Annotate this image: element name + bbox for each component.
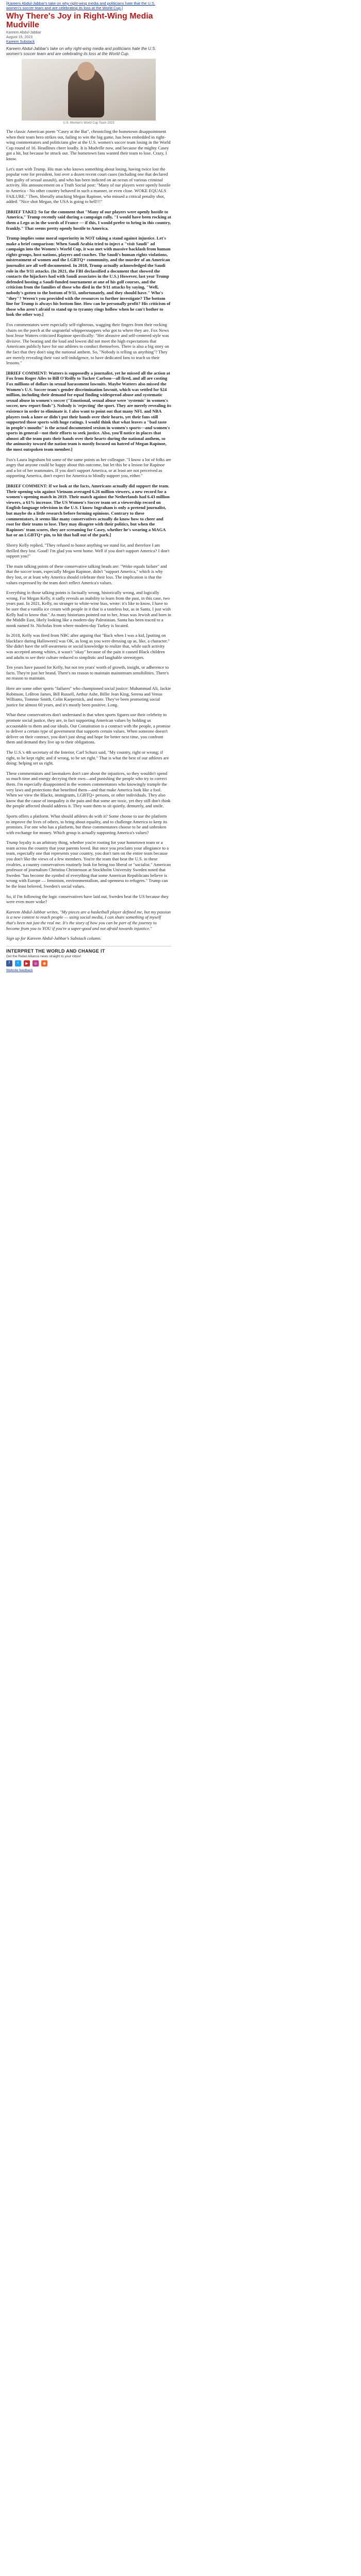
rss-icon[interactable]: ◉ (41, 960, 47, 967)
article-paragraph: The U.S.'s 4th secretary of the Interior, Carl Schurz said, "My country, right or wrong; if right, to be kept right; and if wrong, to be set right." That is what the best of our athletes are doing: helping set us right. (6, 749, 169, 766)
article-paragraph: Everything in those talking points is factually wrong, historically wrong, and logically wrong. For Megan Kelly, it sadly reveals an inability to learn from the past, in this case, two years past. In 2021, Kelly, no stranger to white-wine bias, wrote: it's like to know, I have to be sure that a vanilla ice cream with people in it that is a tasteless but, as in Santa, I just wish Kelly had to know that." As many historians pointed out to her, Jesus was Jewish and born in the Middle East, likely looking like a modern-day Palestinian. Santa has been traced to a monk named St. Nicholas from where modern-day Turkey is located. (6, 590, 171, 628)
footer (6, 946, 171, 972)
article-paragraph: Trump implies some moral superiority in NOT taking a stand against injustice. Let's make a brief comparison: When Saudi Arabia tried to inject a "visit Saudi" ad campaign into the Women's World Cup, it was met with massive backlash from human rights groups, host nations, players and coaches. The Saudi's human rights violations, mistreatment of women and the LGBTQ+ community, and the murder of an American journalist are all well documented. In 2018, Trump actually acknowledged the Saudi role in the 9/11 attacks. (In 2021, the FBI declassified a document that showed the contacts the hijackers had with Saudi associates in the U.S.) However, last year Trump defended hosting a Saudi-funded tournament at one of his golf courses, and the criticism from the families of those who died in the 9/11 attacks by saying, "Well, nobody's gotten to the bottom of 9/11, unfortunately, and they should have." Who's "they"? Weren't you provided with the resources to further investigate? The bottom line for Trump is always his bottom line. How can he personally profit? His criticism of those who aren't afraid to stand up to tyranny rings hollow when he can't bother to look the other way.] (6, 235, 171, 317)
article-paragraph: Fox commentators were especially self-righteous, wagging their fingers from their rocking chairs on the porch at the ungrateful whippersnappers who got to where they are. Fox News host Jesse Watters criticized Rapinoe specifically: "Her abrasive and self-centered style was divisive. The beating and the loud and lowest did not meet the high expectations that Americans publicly have for our athletes to conduct themselves. There is also a big story on the fact that they don't sing the national anthem. So, "Nobody is telling us anything"? They are merely revealing their vast self-indulgence, to have dedicated fans to teach us their lessons." (6, 322, 169, 366)
article-dek: Kareem Abdul-Jabbar's take on why right-wing media and politicians hate the U.S. women's soccer team and are celebrating its loss at the World Cup. (6, 46, 156, 56)
article (6, 0, 171, 972)
facebook-icon[interactable]: f (6, 960, 12, 967)
article-paragraph: The classic American poem "Casey at the Bat", chronicling the hometown disappointment when their team hero strikes out, failing to win the big game, has been embedded in right-wing commentators and politicians glee at the U.S. women's soccer team losing in the World Cup round of 16. Headlines cheer loudly. It is Mudville now, and because the mighty Casey got a hit, but because he struck out. The hometown fans wanted their team to lose. Crazy, I know. (6, 129, 171, 161)
article-paragraph: Sherry Kelly replied, "They refused to honor anything we stand for, and therefore I am thrilled they lost. Good! I'm glad you went home. Well if you don't support America? I don't support you!" (6, 542, 170, 559)
breadcrumb-link[interactable]: [Kareem Abdul-Jabbar's take on why right-wing media and politicians hate that the U.S. women's soccer team and are celebrating its loss at the World Cup.] (6, 1, 156, 10)
player-head (77, 62, 95, 80)
article-paragraph: Sports offers a platform. What should athletes do with it? Some choose to use the platform to improve the lives of others, to bring about equality, and to challenge America to keep its promises. For one who has a platform, but these commentators choose to be and unbroken with exchange for money. Which group is actually supporting America's values? (6, 813, 168, 835)
article-paragraph: What these conservatives don't understand is that when sports figures use their celebrity to promote social justice, they are, in fact supporting American values by holding us accountable to them and our ideals. Our Constitution is a contract with the people, a promise to deliver a certain type of government that supports certain values. When someone doesn't deliver on their contract, you don't just shrug and hope for better next time, you confront them and demand they live up to their obligations. (6, 712, 171, 745)
hero-image (22, 59, 156, 121)
article-body (6, 129, 171, 941)
section-link[interactable]: Kareem Substack (6, 40, 35, 44)
article-paragraph: The main talking points of these conservative talking heads are: "Woke equals failure" and that the soccer team, especially Megan Rapinoe, didn't "support America," which is why they lost, or at least why America should celebrate their loss. The implication is that the values expressed by the team don't reflect America's values. (6, 563, 167, 585)
article-paragraph: Kareem Abdul-Jabbar writes, "My pieces are a basketball player defined me, but my passion is a new context to reach people — using social media, I can share something of myself that's been not just the real me. It's the story of how you can be part of the journey to become from you to YOU if you're a super-good and not afraid towards injustice." (6, 909, 171, 931)
instagram-icon[interactable]: ◎ (32, 960, 39, 967)
page-title: Why There's Joy in Right-Wing Media Mudville (6, 12, 153, 29)
image-caption: U.S. Women's World Cup Team 2023 (63, 122, 114, 125)
article-paragraph: Ten years have passed for Kelly, but not ten years' worth of growth, insight, or adherence to facts. They're just her brand. There's no reason to maintain mainstream sensibilities. There's no reason to maintain. (6, 665, 169, 681)
article-paragraph: These commentators and lawmakers don't care about the injustices, so they wouldn't spend so much time and energy decrying their own—and punishing the people who try to correct them. I'm especially disappointed in the women commentators who knowingly trample the very laws and protections that benefited them—and that make America look like a fool. When we view the Blacks, immigrants, LGBTQ+ persons, or other individuals. They also know that the cause of inequality is the pain and that some are toxic, yet they still don't think the people affected should address it. They want them to sit quietly, demurely, and smile. (6, 770, 171, 809)
date-line: August 15, 2023 (6, 36, 32, 39)
footer-heading: INTERPRET THE WORLD AND CHANGE IT (6, 948, 105, 954)
article-paragraph: [BRIEF TAKE]: So far the comment that "Many of our players were openly hostile to America," Trump recently said during a campaign rally, "I would have been rocking at them a Lego as in the words of France — if this, I would prefer to bring in this country, frankly." That seems pretty openly hostile to America. (6, 209, 171, 231)
article-paragraph: [BRIEF COMMENT: If we look at the facts, Americans actually did support the team. Their opening win against Vietnam averaged 6.26 million viewers, a new record for a women's opening match in 2019. Their match against the Netherlands had 6.43 million viewers, a 61% increase. The US Women's Soccer team set a viewership record on English-language television in the U.S. I know Ingraham is only a pretend journalist, but maybe do a little research before forming opinions. Contrary to these commentators, it seems like many conservatives actually do know how to cheer and root for their teams to lose. They may disagree with their politics, but when the Rapinoes' team scores, they are screaming for Casey, whether he's wearing a MAGA hat or an LGBTQ+ pin, to hit that ball out of the park.] (6, 483, 170, 538)
social-links (6, 960, 171, 967)
article-paragraph: Let's start with Trump. His man who knows something about losing, having twice lost the popular vote for president, lost over a dozen recent court cases (including one that declared him guilty of sexual assault), and who has been indicted on an ocean of various criminal activity. His announcement on a Truth Social post: "Many of our players were openly hostile to America - No other country behaved in such a manner, or even close. WOKE EQUALS FAILURE." Then, liberally attacking Megan Rapinoe, who missed a critical penalty shot, added: "Nice shot Megan, the USA is going to hell!!!" (6, 166, 171, 205)
feedback-link[interactable]: Website feedback (6, 968, 33, 972)
article-paragraph: In 2018, Kelly was fired from NBC after arguing that "Back when I was a kid, [putting on blackface during Halloween] was OK, as long as you were dressing up as, like, a character." She didn't have the self-awareness or social knowledge to realize that, while such activity was accepted among whites, it wasn't "okay" because of the pain it caused Black children and adults to see their culture reduced to simplistic and laughable stereotypes. (6, 633, 170, 660)
youtube-icon[interactable]: ▶ (24, 960, 30, 967)
footer-subtext: Get the Rebel Alliance news straight to your inbox! (6, 954, 81, 958)
author-line: Kareem Abdul-Jabbar (6, 31, 41, 35)
article-paragraph: Fox's Laura Ingraham hit some of the same points as her colleague. "I know a lot of folks are angry that anyone could be happy about this outcome, but let this be a lesson for Rapinoe and a lot of her teammates. If you don't support America, or at least are not perceived as supporting America, don't expect for America to blindly support you, either." (6, 456, 171, 479)
twitter-icon[interactable]: t (15, 960, 21, 967)
article-paragraph: Trump loyalty is an arbitrary thing, whether you're rooting for your hometown team or a team across the country that your parents loved. But once you proclaim your allegiance to a team, especially one that represents your country, you don't turn on the entire team because you don't like the views of a few members. You're the team that beat the U.S. in these rivalries, a country conservatives routinely look for being too liberal or "socialist." American professor of journalism Christina Christenson at Stockholm University Sweden noted that Sweden "has become the symbol of everything that some American Republicans believe is wrong with Europe — feminism, environmentalism, and openness to refugees." Trump can be the least beloved, Sweden's social values. (6, 840, 171, 889)
article-paragraph: [BRIEF COMMENT: Watters is supposedly a journalist, yet he missed all the action at Fox from Roger Ailes to Bill O'Reilly to Tucker Carlson—all fired, and all are costing Fox millions of dollars in sexual harassment lawsuits. Maybe Watters also missed the Women's U.S. Soccer team's gender discrimination lawsuit, which was settled for $24 million, including their demand for equal finding widespread abuse and systematic sexual abuse in women's soccer ("Emotional, sexual abuse were 'systemic' in women's soccer, new report finds"). Nobody is 'rejecting' the sport. They are merely revealing its existence in order to eliminate it. I also want to point out that many NFL and NBA players took a knee or didn't put their hands over their hearts, yet their fans still supported those sports with huge ratings. I would think that what leaves a "bad taste in people's mouths" is the actual documented sexism in women's sports—and women's sports in general—not their efforts to seek justice. Also, you'll notice in places that almost all the team puts their hands over their hearts during the national anthem, so the animosity toward the nation team is mostly focused on hatred of Megan Rapinoe, the most outspoken team member.] (6, 370, 171, 452)
article-paragraph: Sign up for Kareem Abdul-Jabbar's Substack column. (6, 936, 102, 941)
article-paragraph: Here are some other sports "failures" who championed social justice: Muhammad Ali, Jackie Robinson, LeBron James, Bill Russell, Arthur Ashe, Billie Jean King, Serena and Venus Williams, Tommie Smith, Colin Kaepernick, and more. They've been promoting social justice for almost 60 years, and it's mostly been positive. Long. (6, 686, 171, 707)
section-line (6, 40, 171, 44)
article-paragraph: So, if I'm following the logic conservatives have laid out, Sweden beat the US because they were even more woke? (6, 893, 169, 905)
